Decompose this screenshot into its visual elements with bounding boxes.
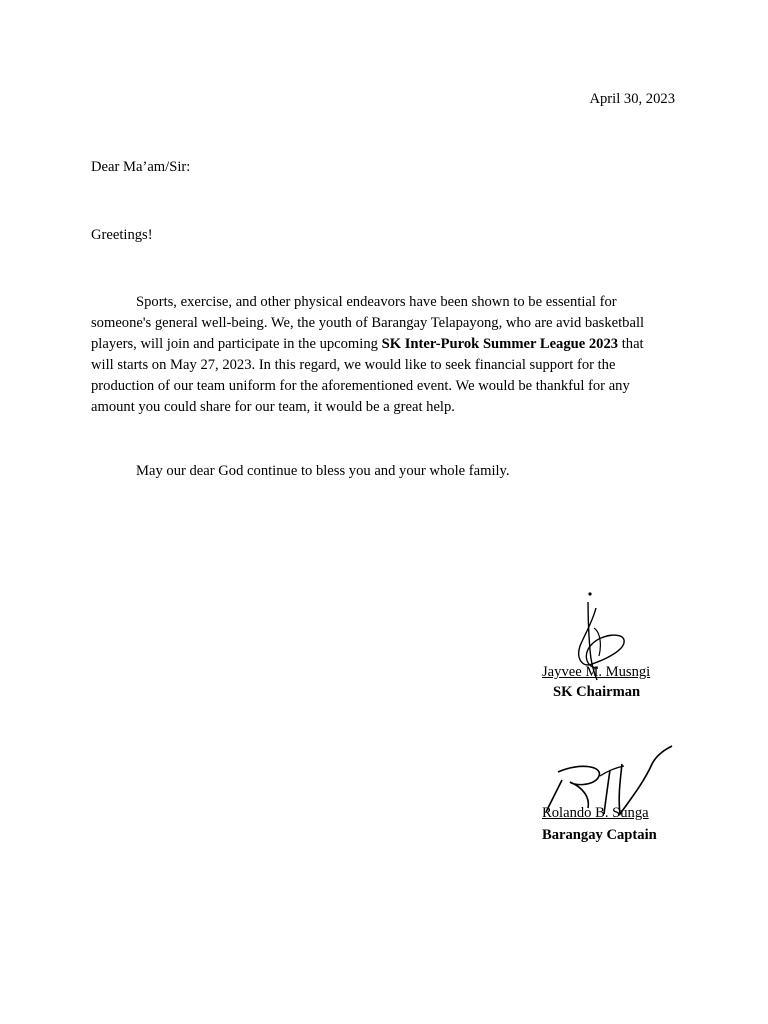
body-text: players, will join and participate in the upcoming (91, 336, 382, 352)
body-line: production of our team uniform for the aforementioned event. We would be thankful for any (91, 378, 630, 394)
body-line: will starts on May 27, 2023. In this regard, we would like to seek financial support for the (91, 357, 616, 373)
signatory-2 (542, 805, 682, 844)
signatory-name: Jayvee M. Musngi (542, 664, 651, 680)
closing-line: May our dear God continue to bless you and your whole family. (136, 463, 510, 479)
greeting: Greetings! (91, 227, 153, 243)
salutation: Dear Ma’am/Sir: (91, 159, 191, 175)
body-line: someone's general well-being. We, the youth of Barangay Telapayong, who are avid basketball (91, 315, 645, 331)
body-line: amount you could share for our team, it would be a great help. (91, 399, 455, 415)
signatory-1 (542, 664, 682, 701)
signatory-name: Rolando B. Sunga (542, 805, 649, 821)
signatory-title: Barangay Captain (542, 827, 657, 843)
body-line: Sports, exercise, and other physical endeavors have been shown to be essential for (136, 294, 617, 310)
letter-date: April 30, 2023 (589, 91, 675, 107)
body-paragraph (91, 292, 681, 418)
event-name: SK Inter-Purok Summer League 2023 (381, 336, 619, 352)
body-text: that (618, 336, 644, 352)
body-line (91, 334, 681, 355)
signatory-title: SK Chairman (553, 684, 641, 700)
